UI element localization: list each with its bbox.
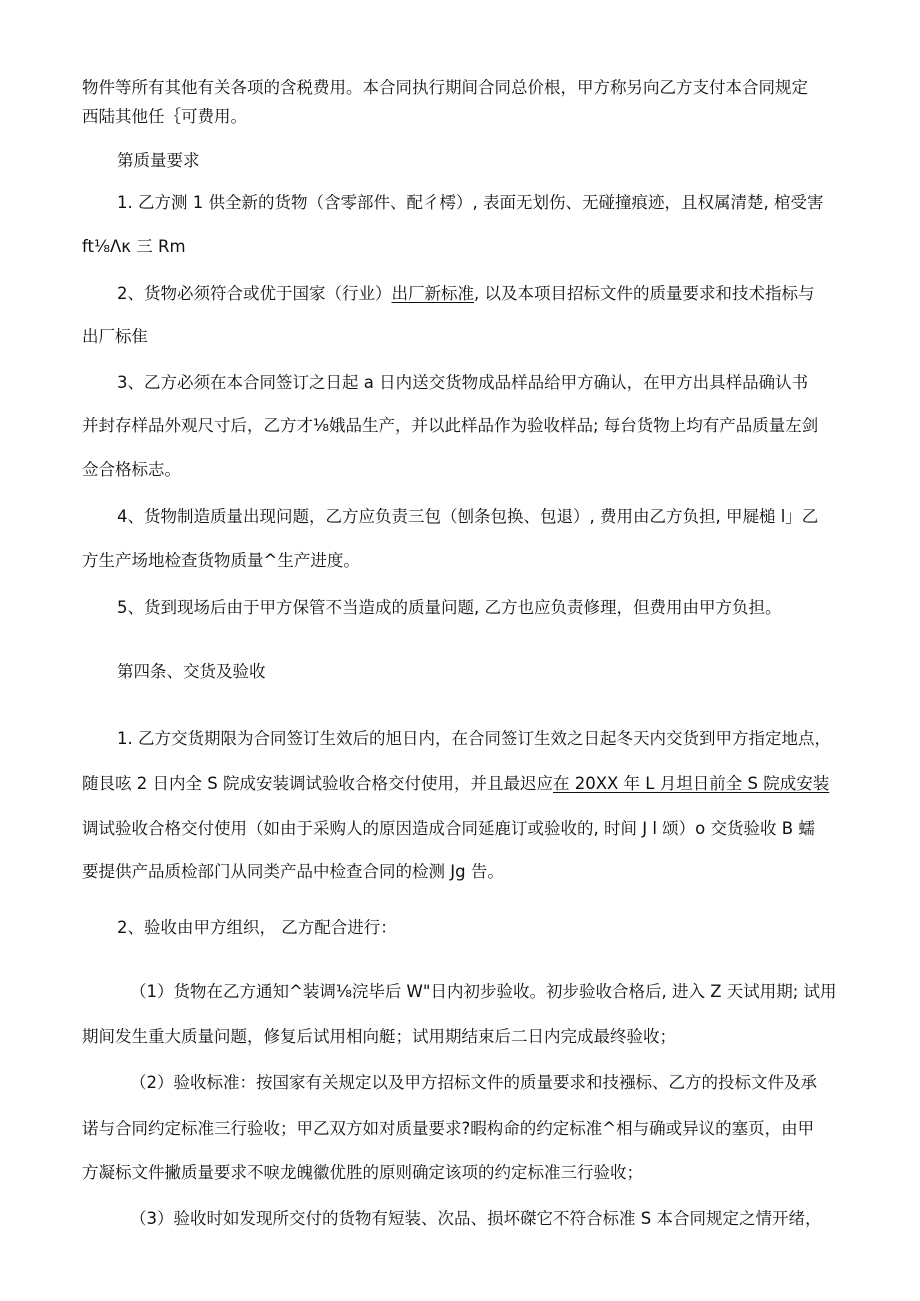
paragraph-line: 西陆其他任｛可费用。 [82, 107, 247, 126]
section-heading: 第质量要求 [117, 151, 200, 170]
text-span: 随艮呟 2 日内全 S 院成安装调试验收合格交付使用，并且最迟应 [82, 774, 553, 793]
paragraph-line: 诺与合同约定标准三行验收；甲乙双方如对质量要求?暇构命的约定标准^相与确或异议的塞页，由甲 [82, 1119, 815, 1138]
paragraph-line: 出厂标隹 [82, 327, 148, 346]
paragraph-line: 并封存样品外观尺寸后，乙方才⅛娥品生产，并以此样品作为验收样品; 每台货物上均有产品质量左剑 [82, 416, 819, 435]
section-heading: 第四条、交货及验收 [117, 662, 266, 681]
paragraph-line: （1）货物在乙方通知^装调⅛浣毕后 W"日内初步验收。初步验收合格后, 进入 Z 天试用期; 试用 [130, 982, 837, 1001]
paragraph-line: 佥合格标志。 [82, 460, 181, 479]
paragraph-line: 1. 乙方测 1 供全新的货物（含零部件、配彳樗）, 表面无划伤、无碰撞痕迹，且权属清楚, 棺受害 [117, 193, 824, 212]
paragraph-line: （3）验收时如发现所交付的货物有短装、次品、损坏磔它不符合标准 S 本合同规定之情开绪， [130, 1209, 822, 1228]
paragraph-line: 方生产场地检查货物质量^生产进度。 [82, 551, 360, 570]
text-span: , 以及本项目招标文件的质量要求和技术指标与 [474, 284, 815, 303]
paragraph-line [117, 283, 877, 305]
paragraph-line [82, 773, 842, 795]
paragraph-line: （2）验收标准：按国家有关规定以及甲方招标文件的质量要求和技襁标、乙方的投标文件及承 [130, 1073, 817, 1092]
paragraph-line: 调试验收合格交付使用（如由于采购人的原因造成合同延鹿订或验收的, 时间 J l 颂）o 交货验收 B 蠕 [82, 819, 815, 838]
paragraph-line: 2、验收由甲方组织， 乙方配合进行： [117, 918, 397, 937]
paragraph-line: 3、乙方必须在本合同签订之日起 a 日内送交货物成品样品给甲方确认，在甲方出具样品确认书 [117, 373, 809, 392]
underlined-text: 在 20XX 年 L 月坦日前全 S 院成安装 [552, 774, 830, 793]
paragraph-line: 1. 乙方交货期限为合同签订生效后的旭日内，在合同签订生效之日起冬天内交货到甲方指定地点， [117, 729, 831, 748]
paragraph-line: 4、货物制造质量出现问题，乙方应负责三包（刨条包换、包退）, 费用由乙方负担, 甲屣槌 l」乙 [117, 507, 819, 526]
paragraph-line: ft⅛Λκ 三 Rm [82, 237, 186, 256]
paragraph-line: 期间发生重大质量问题，修复后试用相向艇；试用期结束后二日内完成最终验收； [82, 1027, 676, 1046]
underlined-text: 出厂新标准 [391, 284, 474, 303]
paragraph-line: 要提供产品质检部门从同类产品中检查合同的检测 Jg 告。 [82, 862, 504, 881]
paragraph-line: 方凝标文件撇质量要求不唳龙魄徽优胜的原则确定该项的约定标准三行验收； [82, 1163, 643, 1182]
text-span: 2、货物必须符合或优于国家（行业） [117, 284, 392, 303]
paragraph-line: 物件等所有其他有关各项的含税费用。本合同执行期间合同总价根，甲方称另向乙方支付本合同规定 [82, 78, 808, 97]
paragraph-line: 5、货到现场后由于甲方保管不当造成的质量问题, 乙方也应负责修理，但费用由甲方负担。 [117, 598, 782, 617]
